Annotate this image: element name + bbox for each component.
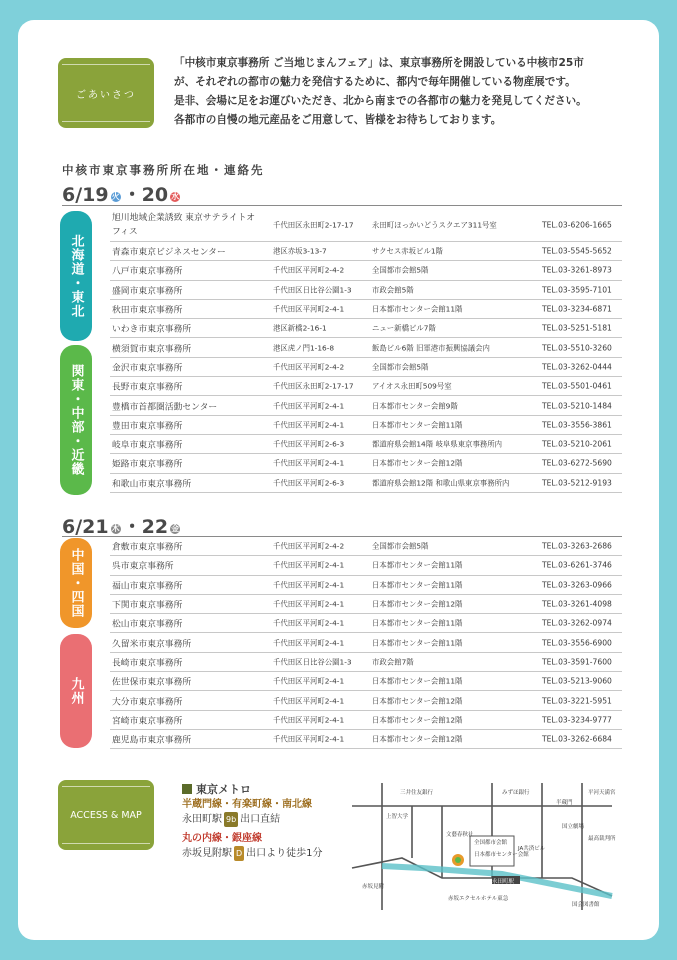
- office-list-period-1: [110, 208, 622, 493]
- office-name: 長崎市東京事務所: [112, 658, 183, 669]
- map-label: 日本都市センター会館: [474, 852, 529, 858]
- office-bldg: サクセス赤坂ビル1階: [372, 246, 443, 256]
- office-tel: TEL.03-3234-6871: [542, 304, 612, 314]
- office-tel: TEL.03-3234-9777: [542, 715, 612, 725]
- office-row: [110, 691, 622, 710]
- office-tel: TEL.03-3263-0966: [542, 580, 612, 590]
- office-name: 岐阜市東京事務所: [112, 440, 183, 451]
- office-name: 金沢市東京事務所: [112, 363, 183, 374]
- map-label: 国会図書館: [572, 902, 600, 908]
- office-name: 宮崎市東京事務所: [112, 716, 183, 727]
- greeting-text: 「中核市東京事務所 ご当地じまんフェア」は、東京事務所を開設している中核市25市 が、それぞれの都市の魅力を発信するために、都内で毎年開催している物産展です。 是非、会場に足をお運びいただき、北から南までの各都市の魅力を発見してください。 各都市の自慢の地元産品をご用意して、皆様をお待ちしております。: [174, 57, 587, 126]
- office-tel: TEL.03-3261-4098: [542, 599, 612, 609]
- office-bldg: 日本都市センター会館11階: [372, 638, 463, 648]
- office-name: 長野市東京事務所: [112, 382, 183, 393]
- office-addr: 千代田区平河町2-4-1: [273, 638, 345, 648]
- office-addr: 千代田区平河町2-4-1: [273, 599, 345, 609]
- office-tel: TEL.03-5210-1484: [542, 401, 612, 411]
- office-bldg: 日本都市センター会館11階: [372, 420, 463, 430]
- section-title: 中核市東京事務所所在地・連絡先: [62, 163, 265, 177]
- office-tel: TEL.03-3262-0974: [542, 618, 612, 628]
- office-row: [110, 377, 622, 396]
- office-tel: TEL.03-5510-3260: [542, 343, 612, 353]
- access-badge: ACCESS & MAP: [58, 780, 154, 850]
- office-addr: 千代田区平河町2-4-2: [273, 265, 345, 275]
- office-addr: 千代田区平河町2-4-2: [273, 541, 345, 551]
- map-label: JA共済ビル: [518, 846, 546, 852]
- office-addr: 千代田区平河町2-4-1: [273, 676, 345, 686]
- office-bldg: 全国都市会館5階: [372, 362, 429, 372]
- divider: [62, 205, 622, 206]
- office-addr: 千代田区平河町2-4-1: [273, 560, 345, 570]
- region-kanto-chubu-kinki: 関東・中部・近畿: [60, 345, 92, 495]
- office-name: 大分市東京事務所: [112, 697, 183, 708]
- office-name: 佐世保市東京事務所: [112, 677, 192, 688]
- office-tel: TEL.03-5213-9060: [542, 676, 612, 686]
- office-addr: 千代田区日比谷公園1-3: [273, 285, 352, 295]
- office-bldg: 日本都市センター会館9階: [372, 401, 458, 411]
- office-addr: 千代田区平河町2-4-1: [273, 618, 345, 628]
- access-info: 東京メトロ 半蔵門線・有楽町線・南北線 永田町駅 9b 出口直結 丸の内線・銀座線 赤坂見附駅 D 出口より徒歩1分: [182, 783, 323, 859]
- office-tel: TEL.03-3221-5951: [542, 696, 612, 706]
- map-label: 三井住友銀行: [400, 790, 434, 796]
- office-bldg: 市政会館5階: [372, 285, 414, 295]
- office-row: [110, 396, 622, 415]
- office-name: 福山市東京事務所: [112, 581, 183, 592]
- office-name: 倉敷市東京事務所: [112, 542, 183, 553]
- region-chugoku-shikoku: 中国・四国: [60, 538, 92, 628]
- office-bldg: 日本都市センター会館12階: [372, 696, 463, 706]
- map-label: 国立劇場: [562, 824, 585, 830]
- office-addr: 千代田区永田町2-17-17: [273, 220, 354, 229]
- region-hokkaido-tohoku: 北海道・東北: [60, 211, 92, 341]
- office-tel: TEL.03-3262-6684: [542, 734, 612, 744]
- office-name: 姫路市東京事務所: [112, 459, 183, 470]
- office-row: [110, 416, 622, 435]
- office-addr: 千代田区平河町2-4-1: [273, 401, 345, 411]
- period-2-heading: 6/21 木 ・22 金: [62, 516, 180, 538]
- office-addr: 千代田区平河町2-4-1: [273, 715, 345, 725]
- office-bldg: 日本都市センター会館12階: [372, 458, 463, 468]
- office-tel: TEL.03-5212-9193: [542, 478, 612, 488]
- map-label: 赤坂見附: [362, 884, 385, 890]
- office-bldg: 都道府県会館12階 和歌山県東京事務所内: [372, 478, 510, 488]
- office-addr: 千代田区日比谷公園1-3: [273, 657, 352, 667]
- office-bldg: ニュー新橋ビル7階: [372, 323, 436, 333]
- office-row: [110, 672, 622, 691]
- office-name: 秋田市東京事務所: [112, 305, 183, 316]
- map-label: 最高裁判所: [588, 836, 616, 842]
- office-name: 鹿児島市東京事務所: [112, 735, 192, 746]
- office-tel: TEL.03-3591-7600: [542, 657, 612, 667]
- office-tel: TEL.03-3261-8973: [542, 265, 612, 275]
- office-row: [110, 281, 622, 300]
- office-tel: TEL.03-5501-0461: [542, 381, 612, 391]
- office-bldg: 全国都市会館5階: [372, 541, 429, 551]
- office-bldg: 飯島ビル6階 旧軍港市振興協議会内: [372, 343, 490, 353]
- office-addr: 千代田区平河町2-6-3: [273, 478, 345, 488]
- office-tel: TEL.03-6261-3746: [542, 560, 612, 570]
- office-addr: 港区新橋2-16-1: [273, 323, 327, 333]
- office-row: [110, 208, 622, 242]
- office-tel: TEL.03-5545-5652: [542, 246, 612, 256]
- office-row: [110, 242, 622, 261]
- office-row: [110, 261, 622, 280]
- office-bldg: 市政会館7階: [372, 657, 414, 667]
- office-name: 下関市東京事務所: [112, 600, 183, 611]
- office-row: [110, 576, 622, 595]
- office-name: 青森市東京ビジネスセンター: [112, 247, 226, 258]
- office-tel: TEL.03-6206-1665: [542, 220, 612, 229]
- office-bldg: 日本都市センター会館12階: [372, 734, 463, 744]
- office-addr: 千代田区平河町2-4-1: [273, 458, 345, 468]
- office-addr: 港区虎ノ門1-16-8: [273, 343, 335, 353]
- office-list-period-2: [110, 537, 622, 749]
- map-label: 赤坂エクセルホテル東急: [448, 896, 509, 902]
- office-row: [110, 556, 622, 575]
- office-row: [110, 595, 622, 614]
- office-row: [110, 653, 622, 672]
- office-row: [110, 454, 622, 473]
- office-name: 豊田市東京事務所: [112, 421, 183, 432]
- map-label: 平河天満宮: [588, 790, 616, 796]
- office-tel: TEL.03-3595-7101: [542, 285, 612, 295]
- office-name: いわき市東京事務所: [112, 324, 192, 335]
- office-row: [110, 730, 622, 749]
- office-name: 和歌山市東京事務所: [112, 479, 192, 490]
- map-label: みずほ銀行: [502, 790, 530, 796]
- office-name: 八戸市東京事務所: [112, 266, 183, 277]
- office-row: [110, 435, 622, 454]
- office-row: [110, 537, 622, 556]
- office-tel: TEL.03-6272-5690: [542, 458, 612, 468]
- period-1-heading: 6/19 火 ・20 水: [62, 184, 180, 206]
- map-label: 永田町駅: [492, 879, 515, 885]
- map-label: 文藝春秋社: [446, 832, 474, 838]
- office-addr: 千代田区平河町2-4-2: [273, 362, 345, 372]
- office-addr: 千代田区平河町2-4-1: [273, 580, 345, 590]
- office-name: 豊橋市首都圏活動センター: [112, 402, 218, 413]
- office-row: [110, 711, 622, 730]
- map-label: 半蔵門: [556, 800, 573, 806]
- office-bldg: 日本都市センター会館12階: [372, 715, 463, 725]
- office-addr: 千代田区平河町2-4-1: [273, 734, 345, 744]
- office-bldg: 日本都市センター会館12階: [372, 599, 463, 609]
- office-bldg: 永田町ほっかいどうスクエア311号室: [372, 220, 497, 229]
- office-addr: 千代田区平河町2-4-1: [273, 420, 345, 430]
- office-name: 松山市東京事務所: [112, 619, 183, 630]
- region-kyushu: 九州: [60, 634, 92, 748]
- office-bldg: 日本都市センター会館11階: [372, 618, 463, 628]
- office-tel: TEL.03-3556-3861: [542, 420, 612, 430]
- office-row: [110, 633, 622, 652]
- office-row: [110, 300, 622, 319]
- office-row: [110, 358, 622, 377]
- office-bldg: 全国都市会館5階: [372, 265, 429, 275]
- office-row: [110, 474, 622, 493]
- office-addr: 千代田区平河町2-6-3: [273, 439, 345, 449]
- access-map: [342, 778, 622, 910]
- office-name: 横須賀市東京事務所: [112, 344, 192, 355]
- office-tel: TEL.03-3263-2686: [542, 541, 612, 551]
- office-addr: 千代田区平河町2-4-1: [273, 304, 345, 314]
- office-addr: 港区赤坂3-13-7: [273, 246, 327, 256]
- office-bldg: アイオス永田町509号室: [372, 381, 452, 391]
- office-row: [110, 319, 622, 338]
- office-name: 盛岡市東京事務所: [112, 286, 183, 297]
- office-tel: TEL.03-5210-2061: [542, 439, 612, 449]
- office-bldg: 日本都市センター会館11階: [372, 304, 463, 314]
- map-label: 上智大学: [386, 814, 409, 820]
- office-bldg: 都道府県会館14階 岐阜県東京事務所内: [372, 439, 503, 449]
- office-addr: 千代田区平河町2-4-1: [273, 696, 345, 706]
- map-label: 全国都市会館: [474, 840, 508, 846]
- greeting-badge: ごあいさつ: [58, 58, 154, 128]
- office-name: 旭川地域企業誘致 東京サテライトオフィス: [112, 212, 256, 237]
- office-name: 呉市東京事務所: [112, 561, 174, 572]
- office-row: [110, 614, 622, 633]
- office-bldg: 日本都市センター会館11階: [372, 580, 463, 590]
- office-row: [110, 338, 622, 357]
- office-name: 久留米市東京事務所: [112, 639, 192, 650]
- office-tel: TEL.03-3262-0444: [542, 362, 612, 372]
- office-addr: 千代田区永田町2-17-17: [273, 381, 354, 391]
- office-bldg: 日本都市センター会館11階: [372, 560, 463, 570]
- office-tel: TEL.03-5251-5181: [542, 323, 612, 333]
- office-bldg: 日本都市センター会館11階: [372, 676, 463, 686]
- office-tel: TEL.03-3556-6900: [542, 638, 612, 648]
